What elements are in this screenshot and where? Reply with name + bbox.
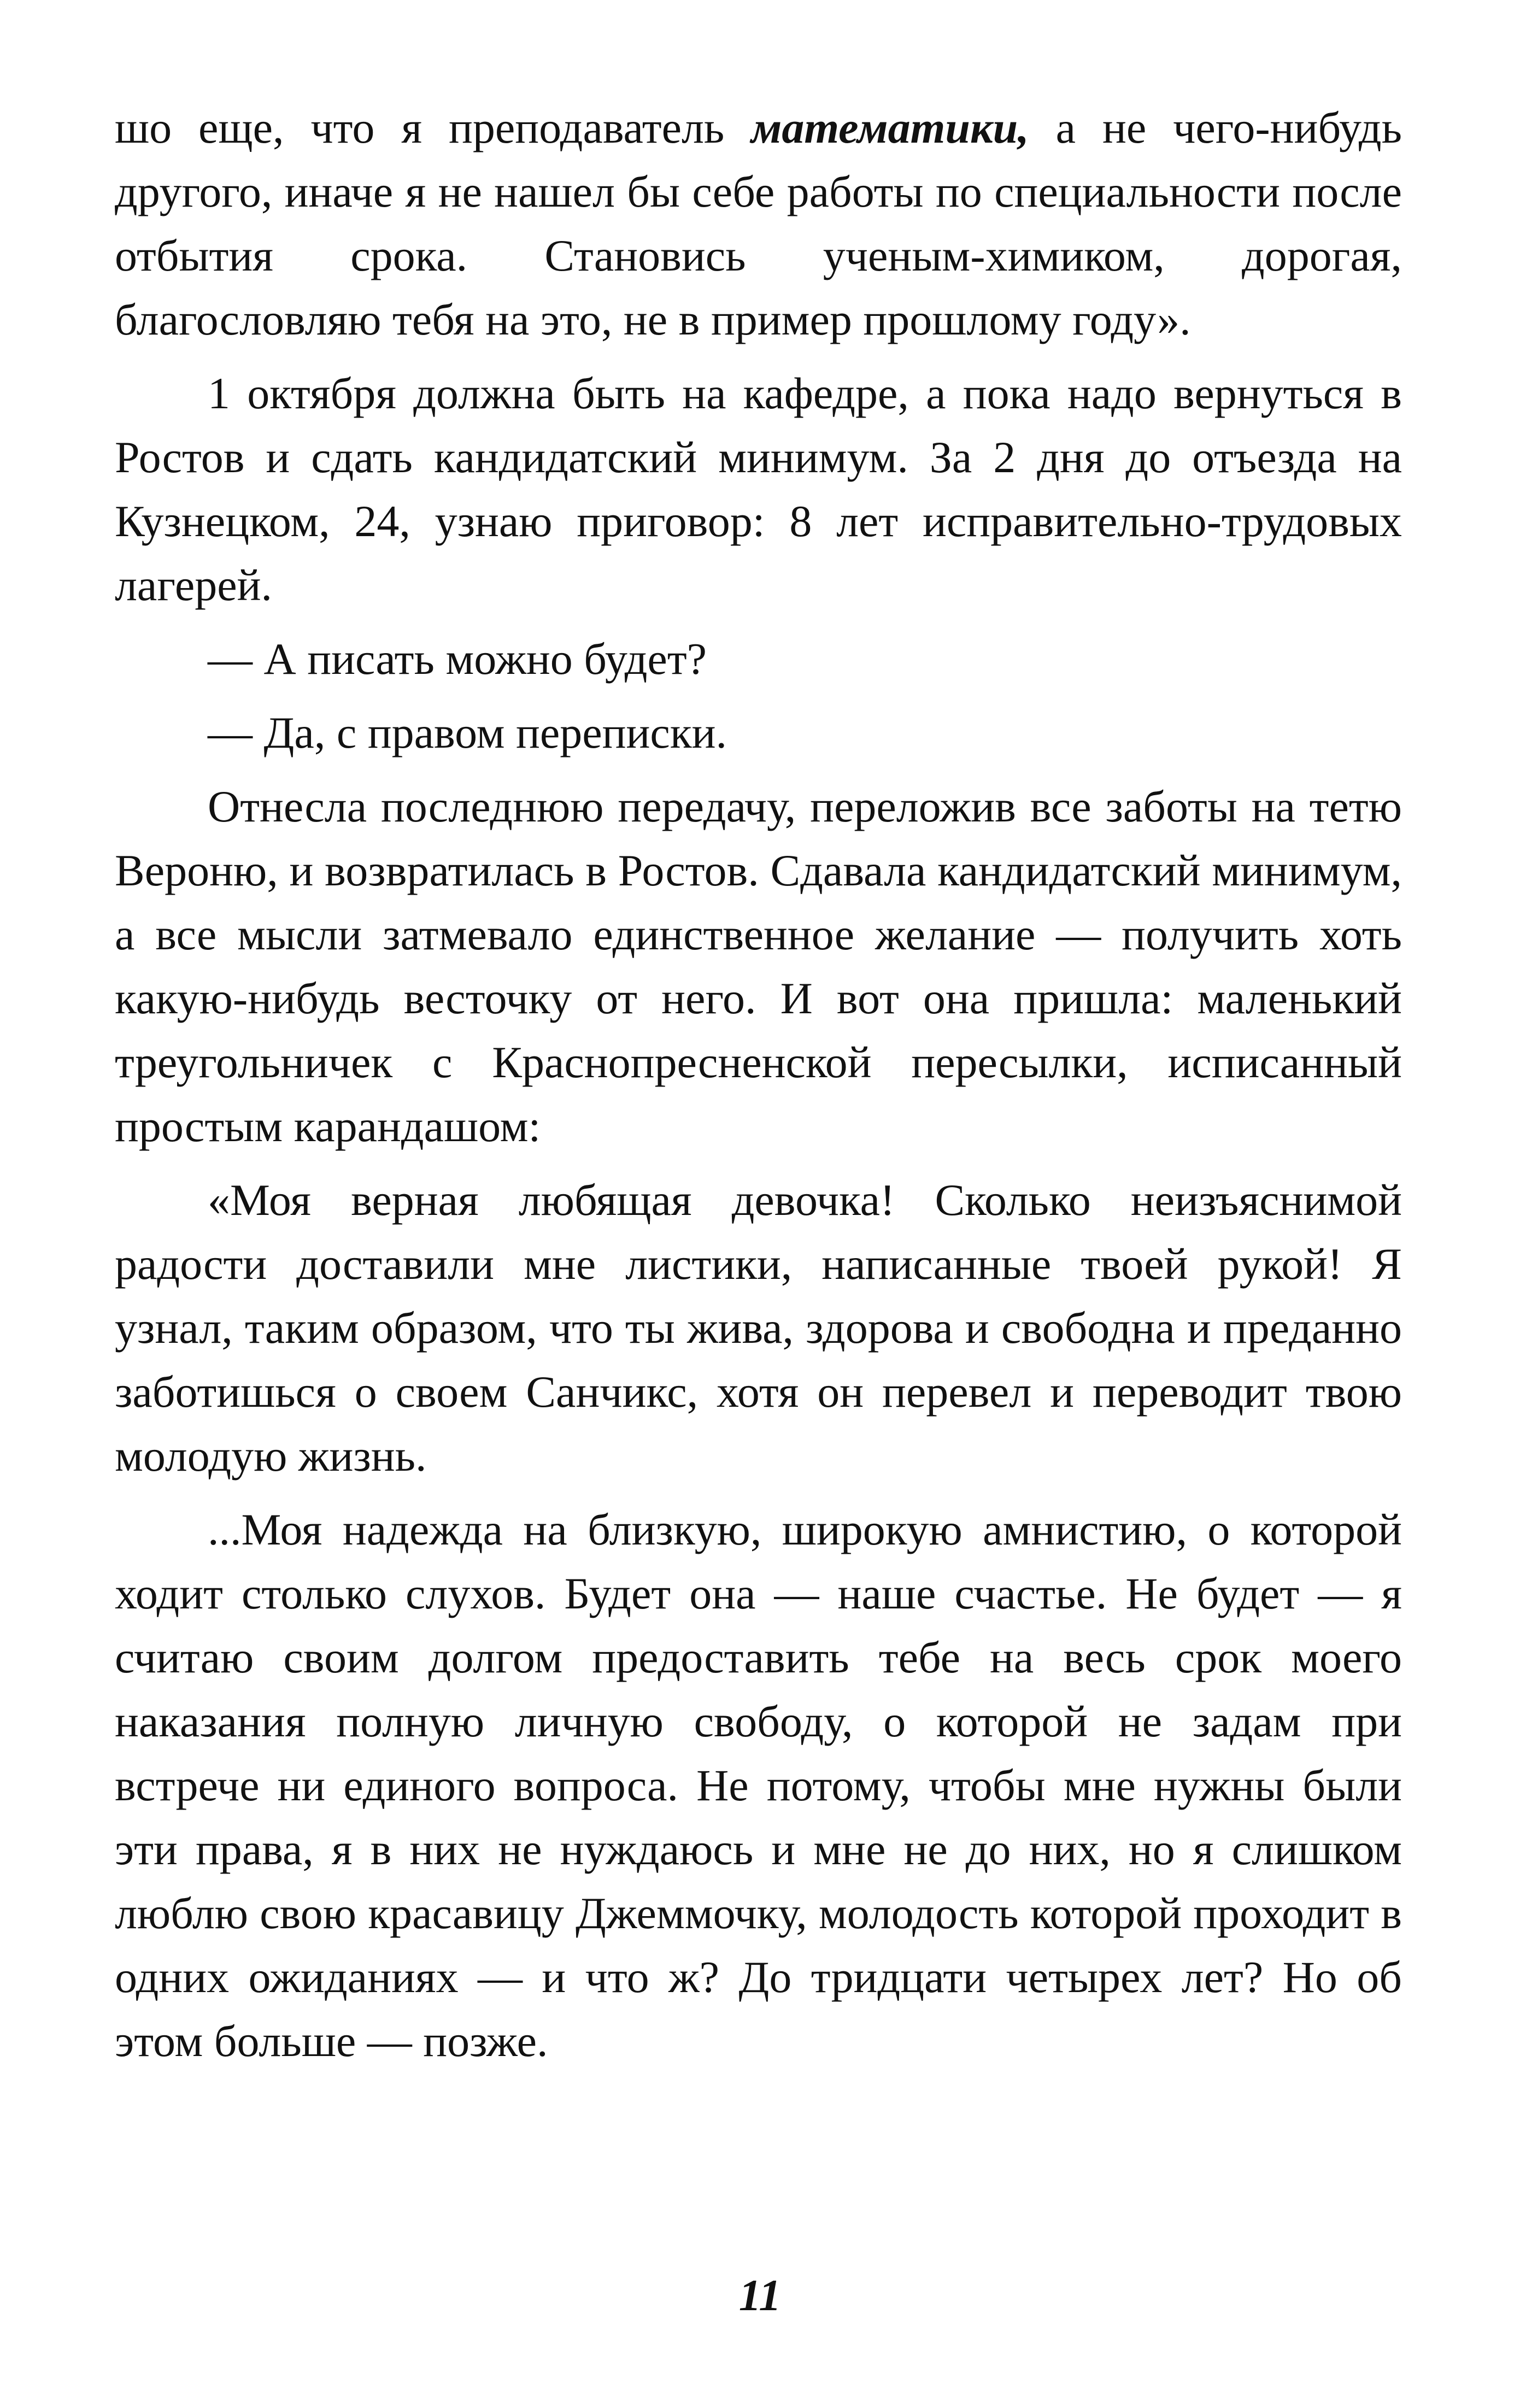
paragraph-1-after: а не чего-нибудь другого, иначе я не нашел бы себе работы по специальности после отбытия срока. Становись ученым-химиком, дорогая, благословляю тебя на это, не в пример прошлому году». [115, 103, 1402, 344]
dialogue-answer: — Да, с правом переписки. [208, 708, 727, 757]
paragraph-2: 1 октября должна быть на кафедре, а пока надо вернуться в Ростов и сдать кандидатский минимум. За 2 дня до отъезда на Кузнецком, 24, узнаю приговор: 8 лет исправительно-трудовых лагерей. [115, 368, 1402, 610]
page-number: 11 [738, 2270, 782, 2320]
paragraph-1 [115, 96, 1402, 351]
letter-paragraph-2: ...Моя надежда на близкую, широкую амнистию, о которой ходит столько слухов. Будет она — наше счастье. Не будет — я считаю своим долгом предоставить тебе на весь срок моего наказания полную личную свободу, о которой не задам при встрече ни единого вопроса. Не потому, чтобы мне нужны были эти права, я в них не нуждаюсь и мне не до них, но я слишком люблю свою красавицу Джеммочку, молодость которой проходит в одних ожиданиях — и что ж? До тридцати четырех лет? Но об этом больше — позже. [115, 1505, 1402, 2066]
dialogue-question: — А писать можно будет? [208, 634, 707, 684]
paragraph-1-before: шо еще, что я преподаватель [115, 103, 752, 152]
body-text [115, 96, 1402, 2083]
paragraph-5: Отнесла последнюю передачу, переложив все заботы на тетю Вероню, и возвратилась в Ростов. Сдавала кандидатский минимум, а все мысли затмевало единственное желание — получить хоть какую-нибудь весточку от него. И вот она пришла: маленький треугольничек с Краснопресненской пересылки, исписанный простым карандашом: [115, 782, 1402, 1151]
emphasis-mathematics: математики, [751, 103, 1029, 152]
letter-paragraph-1: «Моя верная любящая девочка! Сколько неизъяснимой радости доставили мне листики, написанные твоей рукой! Я узнал, таким образом, что ты жива, здорова и свободна и преданно заботишься о своем Санчикс, хотя он перевел и переводит твою молодую жизнь. [115, 1175, 1402, 1481]
